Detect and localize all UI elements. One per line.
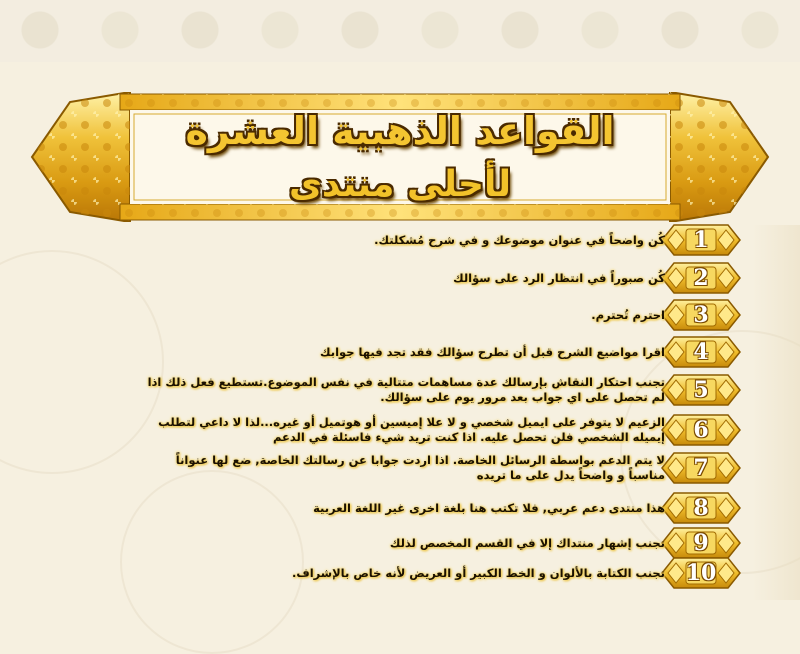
top-decorative-border (0, 0, 800, 62)
rule-text-content: كُن واضحاً في عنوان موضوعك و في شرح مُشكلتك. (374, 232, 665, 247)
rule-number: 10 (685, 560, 717, 586)
rule-number-badge (660, 335, 742, 369)
rule-number: 1 (693, 227, 709, 253)
rule-number-badge (660, 298, 742, 332)
banner-title: القواعد الذهبية العشرة (185, 109, 615, 153)
rule-number: 8 (693, 495, 709, 521)
rule-text (140, 410, 665, 450)
rule-item (0, 448, 800, 488)
rule-number-badge (660, 223, 742, 257)
rule-text (140, 332, 665, 372)
rule-number: 6 (693, 417, 709, 443)
rule-number-badge (660, 413, 742, 447)
banner-subtitle: لأحلى منتدى (288, 164, 512, 205)
rule-item (0, 370, 800, 410)
rule-text-content: كُن صبوراً في انتظار الرد على سؤالك (453, 270, 665, 285)
rule-number-badge (660, 261, 742, 295)
rule-number-badge (660, 491, 742, 525)
rule-number: 2 (693, 265, 709, 291)
rule-text-content: اقرا مواضيع الشرح قبل أن تطرح سؤالك فقد تجد فيها جوابك (320, 344, 665, 359)
rule-text (140, 553, 665, 593)
rule-item (0, 220, 800, 260)
rule-item (0, 410, 800, 450)
rule-text-content: لا يتم الدعم بواسطة الرسائل الخاصة. اذا اردت جوابا عن رسالتك الخاصة, ضع لها عنواناً مناسباً و واضحاً يدل على ما تريده (175, 453, 665, 482)
rule-text-content: احترم تُحترم. (591, 307, 665, 322)
rule-number: 5 (693, 377, 709, 403)
rule-number: 3 (693, 302, 709, 328)
rule-text (140, 448, 665, 488)
rule-text-content: تجنب احتكار النقاش بإرسالك عدة مساهمات متتالية في نفس الموضوع.تستطيع فعل ذلك اذا لم تحصل على اي جواب بعد مرور يوم على سؤالك. (147, 375, 665, 404)
rule-text (140, 370, 665, 410)
rule-item (0, 332, 800, 372)
rule-item (0, 258, 800, 298)
rule-number: 7 (693, 455, 709, 481)
rule-item (0, 295, 800, 335)
rule-text (140, 488, 665, 528)
rule-number-badge (660, 556, 742, 590)
rule-text-content: تجنب الكتابة بالألوان و الخط الكبير أو العريض لأنه خاص بالإشراف. (291, 565, 665, 580)
rule-text (140, 295, 665, 335)
rule-number-badge (660, 451, 742, 485)
rule-number: 9 (693, 530, 709, 556)
rule-text-content: هذا منتدى دعم عربي, فلا تكتب هنا بلغة اخرى غير اللغة العربية (313, 500, 665, 515)
rule-number-badge (660, 373, 742, 407)
rule-item (0, 488, 800, 528)
rule-text (140, 220, 665, 260)
rule-text (140, 258, 665, 298)
rule-text-content: الزعيم لا يتوفر على ايميل شخصي و لا علا إميسين أو هوتميل أو غيره...لذا لا داعي لتطلب إيميله الشخصي فلن تحصل عليه. اذا كنت تريد شيء فاسئلة في الدعم (158, 415, 665, 444)
rule-number: 4 (693, 339, 709, 365)
rule-text-content: تجنب إشهار منتداك إلا في القسم المخصص لذلك (389, 535, 665, 550)
rule-item (0, 553, 800, 593)
title-banner (30, 92, 770, 222)
